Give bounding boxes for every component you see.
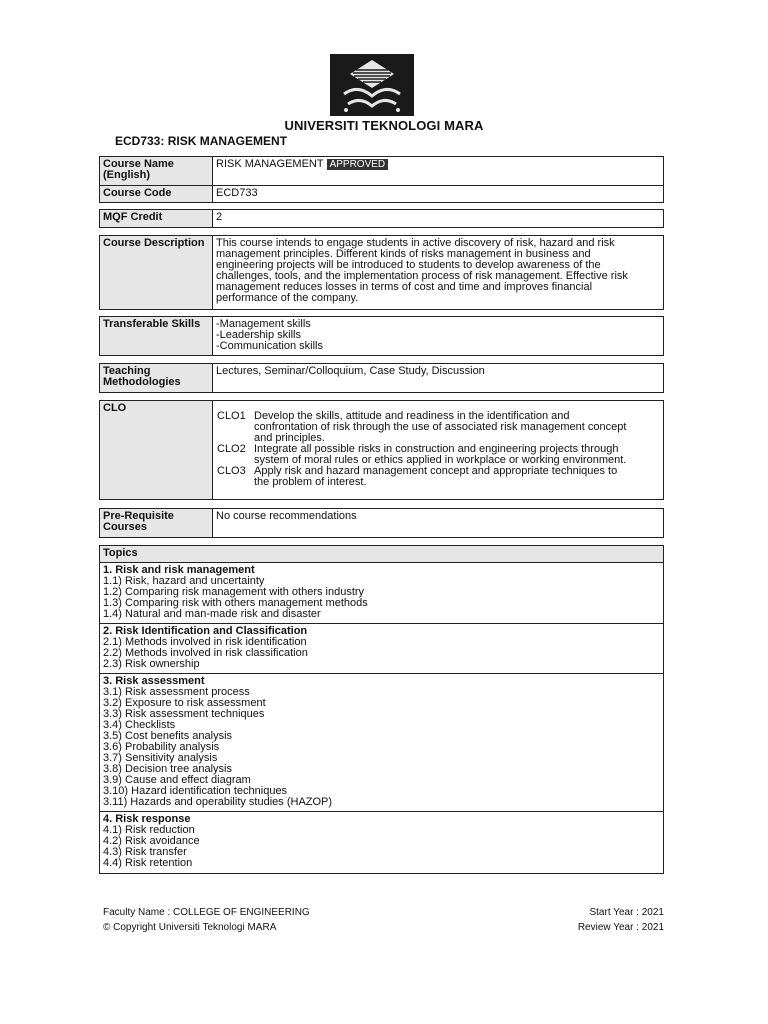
mqf-table — [99, 209, 664, 228]
topics-table — [99, 545, 664, 874]
description-table — [99, 235, 664, 310]
topic-item: 3.3) Risk assessment techniques — [103, 708, 265, 720]
topic-section — [100, 812, 663, 873]
teaching-value: Lectures, Seminar/Colloquium, Case Study, Discussion — [216, 365, 485, 377]
description-line: challenges, tools, and the implementation process of risk management. Effective risk — [216, 270, 628, 282]
uitm-logo — [330, 54, 414, 116]
copyright: © Copyright Universiti Teknologi MARA — [103, 922, 277, 933]
skill-item: -Leadership skills — [216, 329, 301, 341]
clo-line: Develop the skills, attitude and readiness in the identification and — [254, 410, 570, 422]
topic-item: 3.7) Sensitivity analysis — [103, 752, 218, 764]
skill-item: -Communication skills — [216, 340, 323, 352]
clo-text — [254, 411, 663, 444]
topic-item: 3.4) Checklists — [103, 719, 176, 731]
prereq-value: No course recommendations — [216, 510, 357, 522]
teaching-table — [99, 363, 664, 393]
topic-section — [100, 624, 663, 674]
clo-text — [254, 466, 663, 488]
topic-item: 3.8) Decision tree analysis — [103, 763, 233, 775]
mqf-label: MQF Credit — [100, 210, 213, 227]
topic-item: 3.6) Probability analysis — [103, 741, 220, 753]
course-code-value: ECD733 — [216, 187, 258, 199]
clo-code: CLO1 — [217, 410, 246, 422]
faculty-name: Faculty Name : COLLEGE OF ENGINEERING — [103, 907, 310, 918]
topic-item: 1.1) Risk, hazard and uncertainty — [103, 575, 265, 587]
review-year: Review Year : 2021 — [577, 922, 664, 933]
prereq-table — [99, 508, 664, 538]
skills-table — [99, 316, 664, 356]
topic-item: 3.10) Hazard identification techniques — [103, 785, 288, 797]
topic-item: 2.1) Methods involved in risk identification — [103, 636, 307, 648]
mqf-value: 2 — [216, 211, 223, 223]
description-label: Course Description — [100, 236, 213, 309]
topic-item: 3.9) Cause and effect diagram — [103, 774, 251, 786]
topic-item: 1.2) Comparing risk management with others industry — [103, 586, 365, 598]
topic-item: 2.2) Methods involved in risk classification — [103, 647, 308, 659]
clo-item — [217, 466, 663, 488]
course-info-table — [99, 156, 664, 203]
topic-title: 3. Risk assessment — [103, 675, 205, 687]
topic-item: 1.3) Comparing risk with others management methods — [103, 597, 368, 609]
clo-label: CLO — [100, 401, 213, 499]
clo-line: the problem of interest. — [254, 476, 367, 488]
topic-item: 4.4) Risk retention — [103, 857, 193, 869]
topic-item: 4.1) Risk reduction — [103, 824, 195, 836]
course-name-value — [213, 157, 663, 185]
topic-item: 4.2) Risk avoidance — [103, 835, 200, 847]
topic-title: 1. Risk and risk management — [103, 564, 255, 576]
status-badge: APPROVED — [327, 159, 389, 170]
topic-item: 1.4) Natural and man-made risk and disaster — [103, 608, 321, 620]
clo-line: confrontation of risk through the use of associated risk management concept — [254, 421, 627, 433]
clo-item — [217, 444, 663, 466]
clo-code: CLO3 — [217, 465, 246, 477]
topic-item: 3.5) Cost benefits analysis — [103, 730, 233, 742]
course-code-label: Course Code — [100, 186, 213, 202]
teaching-label: Teaching Methodologies — [100, 364, 213, 392]
university-title: UNIVERSITI TEKNOLOGI MARA — [284, 118, 484, 133]
clo-list — [213, 401, 663, 499]
prereq-label: Pre-Requisite Courses — [100, 509, 213, 537]
clo-text — [254, 444, 663, 466]
topic-section — [100, 674, 663, 812]
skills-label: Transferable Skills — [100, 317, 213, 355]
skills-value — [213, 317, 663, 355]
topic-title: 2. Risk Identification and Classification — [103, 625, 308, 637]
clo-table — [99, 400, 664, 500]
topics-header: Topics — [100, 546, 663, 563]
topic-section — [100, 563, 663, 624]
topic-title: 4. Risk response — [103, 813, 191, 825]
clo-line: Integrate all possible risks in construction and engineering projects through — [254, 443, 619, 455]
clo-line: Apply risk and hazard management concept and appropriate techniques to — [254, 465, 618, 477]
course-heading: ECD733: RISK MANAGEMENT — [115, 134, 288, 148]
clo-code: CLO2 — [217, 443, 246, 455]
topic-item: 4.3) Risk transfer — [103, 846, 187, 858]
topic-item: 2.3) Risk ownership — [103, 658, 200, 670]
course-name-text: RISK MANAGEMENT — [216, 158, 324, 170]
topic-item: 3.1) Risk assessment process — [103, 686, 250, 698]
description-value — [213, 236, 663, 309]
description-line: This course intends to engage students in active discovery of risk, hazard and risk — [216, 237, 615, 249]
topic-item: 3.2) Exposure to risk assessment — [103, 697, 266, 709]
description-line: performance of the company. — [216, 292, 359, 304]
clo-line: and principles. — [254, 432, 325, 444]
description-line: management principles. Different kinds of risks management in business and — [216, 248, 591, 260]
clo-item — [217, 411, 663, 444]
start-year: Start Year : 2021 — [589, 907, 664, 918]
skill-item: -Management skills — [216, 318, 311, 330]
description-line: engineering projects will be introduced to students to develop awareness of the — [216, 259, 601, 271]
topic-item: 3.11) Hazards and operability studies (HAZOP) — [103, 796, 333, 808]
description-line: management reduces losses in terms of cost and time and improves financial — [216, 281, 593, 293]
clo-line: system of moral rules or ethics applied in workplace or working environment. — [254, 454, 627, 466]
course-name-label: Course Name (English) — [100, 157, 213, 185]
